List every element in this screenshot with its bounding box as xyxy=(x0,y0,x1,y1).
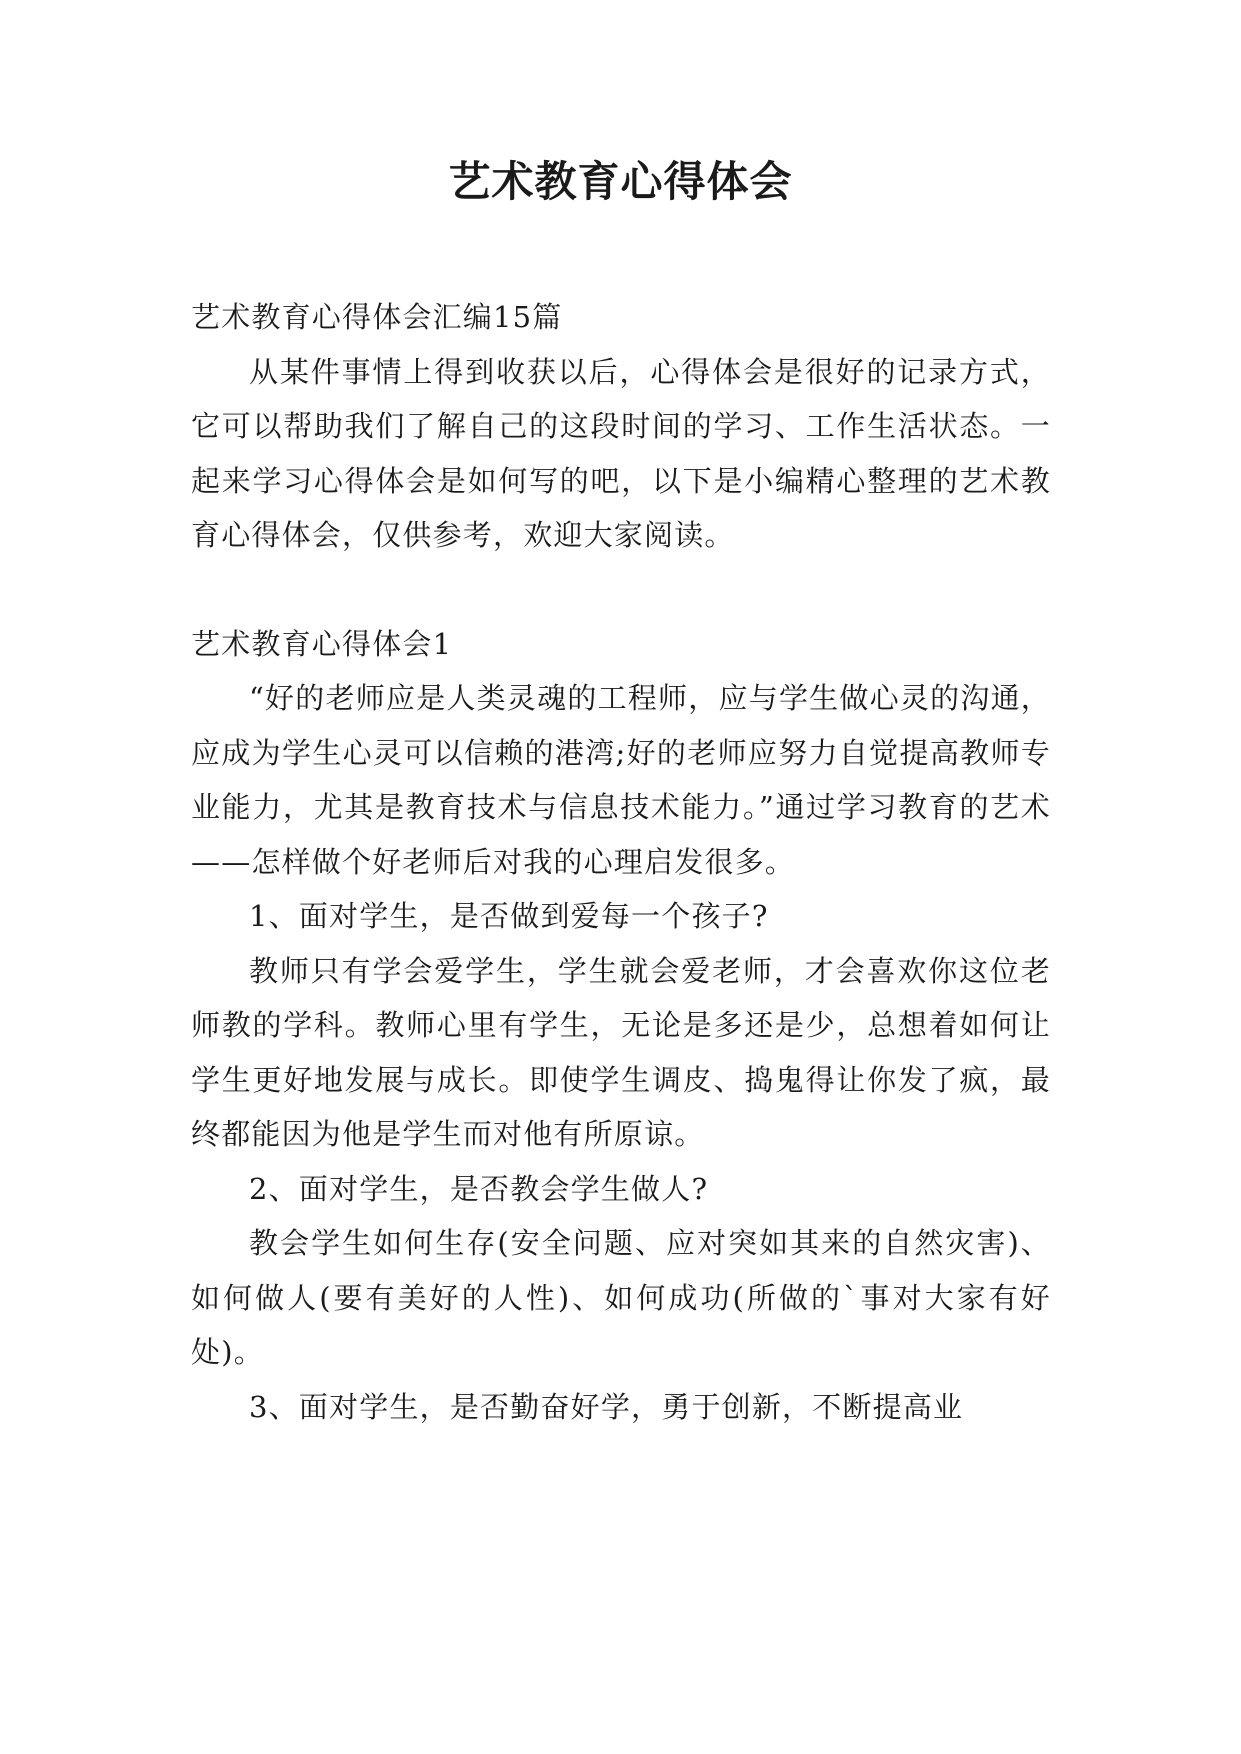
paragraph: 艺术教育心得体会1 xyxy=(191,626,453,661)
document-body xyxy=(191,290,1051,1434)
paragraph: “好的老师应是人类灵魂的工程师，应与学生做心灵的沟通，应成为学生心灵可以信赖的港湾;好的老师应努力自觉提高教师专业能力，尤其是教育技术与信息技术能力。”通过学习教育的艺术——怎样做个好老师后对我的心理启发很多。 xyxy=(191,681,1051,879)
paragraph: 教会学生如何生存(安全问题、应对突如其来的自然灾害)、如何做人(要有美好的人性)、如何成功(所做的`事对大家有好处)。 xyxy=(191,1226,1051,1369)
paragraph: 艺术教育心得体会汇编15篇 xyxy=(191,300,563,334)
document-title: 艺术教育心得体会 xyxy=(448,157,793,206)
paragraph: 教师只有学会爱学生，学生就会爱老师，才会喜欢你这位老师教的学科。教师心里有学生，无论是多还是少，总想着如何让学生更好地发展与成长。即使学生调皮、捣鬼得让你发了疯，最终都能因为他是学生而对他有所原谅。 xyxy=(191,953,1051,1151)
paragraph: 3、面对学生，是否勤奋好学，勇于创新，不断提高业 xyxy=(249,1389,964,1424)
paragraph: 从某件事情上得到收获以后，心得体会是很好的记录方式，它可以帮助我们了解自己的这段时间的学习、工作生活状态。一起来学习心得体会是如何写的吧，以下是小编精心整理的艺术教育心得体会，仅供参考，欢迎大家阅读。 xyxy=(191,354,1051,552)
paragraph: 2、面对学生，是否教会学生做人? xyxy=(249,1171,709,1206)
paragraph: 1、面对学生，是否做到爱每一个孩子? xyxy=(249,899,769,933)
